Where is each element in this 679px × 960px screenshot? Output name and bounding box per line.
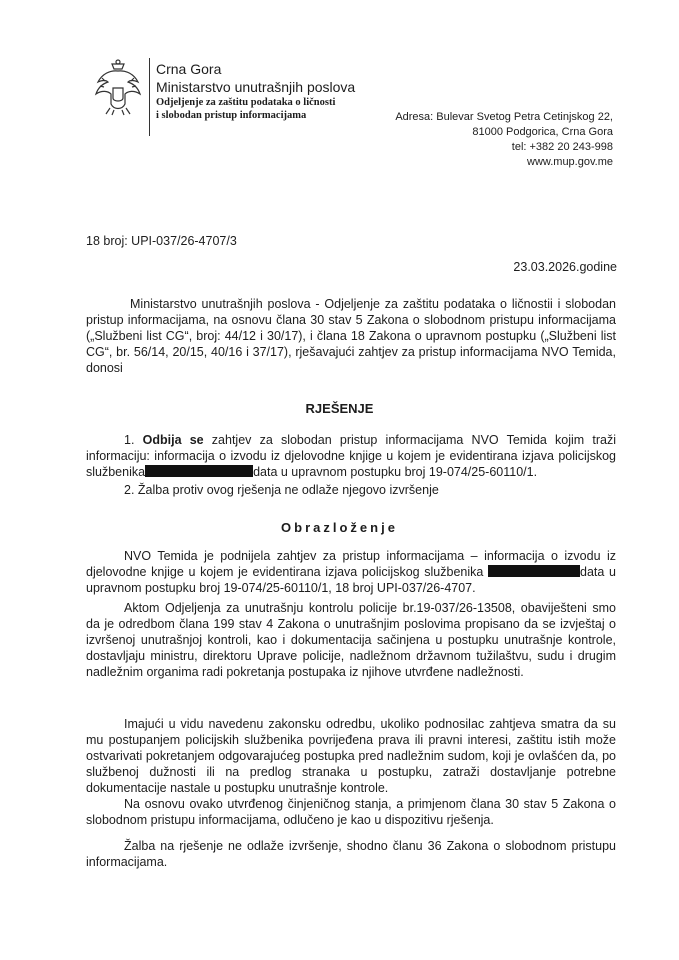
decision-item-2 [86,482,616,498]
reasoning-paragraph-1 [86,548,616,596]
decision-item-1 [86,432,616,480]
decision-title: RJEŠENJE [305,401,374,416]
item-1-text-end: data u upravnom postupku broj 19-074/25-60110/1. [253,465,538,479]
para-1-text: NVO Temida je podnijela zahtjev za pristup informacijama – informacija o izvodu iz djelovodne knjige u kojem je evidentirana izjava policijskog službenika [86,549,616,579]
document-date: 23.03.2026.godine [513,260,617,274]
address-website: www.mup.gov.me [527,156,613,168]
coat-of-arms-icon [92,58,144,116]
item-2-number: 2. [124,483,135,497]
department-name-line2: i slobodan pristup informacijama [156,110,307,121]
address-city: 81000 Podgorica, Crna Gora [472,126,613,138]
letterhead-address [395,110,613,170]
address-phone: tel: +382 20 243-998 [511,141,613,153]
reasoning-paragraph-3: Imajući u vidu navedenu zakonsku odredbu, ukoliko podnosilac zahtjeva smatra da su mu postupanjem policijskih službenika povrijeđena prava ili pravni interesi, zaštitu istih može ostvarivati pokretanjem odgovarajućeg postupka pred nadležnim sudom, koji je ovlašćen da, po službenoj dužnosti ili na predlog stranaka u postupku, zatraži dostavljanje potrebne dokumentacije nastale u postupku unutrašnje kontrole. [86,717,616,795]
reasoning-paragraph-2: Aktom Odjeljenja za unutrašnju kontrolu policije br.19-037/26-13508, obaviješteni smo da je odredbom člana 199 stav 4 Zakona o unutrašnjim poslovima propisano da se izvještaj o izvršenoj unutrašnjoj kontroli, kao i dokumentacija sačinjena u postupku unutrašnje kontrole, dostavljaju ministru, direktoru Uprave policije, nadležnom državnom tužilaštvu, sudu i drugim nadležnim organima radi pokretanja postupaka iz njihove utvrđene nadležnosti. [86,601,616,679]
reasoning-paragraph-4: Na osnovu ovako utvrđenog činjeničnog stanja, a primjenom člana 30 stav 5 Zakona o slobodnom pristupu informacijama, odlučeno je kao u dispozitivu rješenja. [86,797,616,827]
country-name: Crna Gora [156,61,222,77]
para-1-text-end: data u upravnom postupku broj 19-074/25-60110/1, 18 broj UPI-037/26-4707. [86,565,616,595]
letterhead-organization [156,60,355,122]
ministry-name: Ministarstvo unutrašnjih poslova [156,79,356,95]
item-2-text: Žalba protiv ovog rješenja ne odlaže njegovo izvršenje [137,483,439,497]
item-1-bold: Odbija se [142,433,204,447]
address-street: Adresa: Bulevar Svetog Petra Cetinjskog 22, [395,111,613,123]
redaction-bar [145,465,253,477]
item-1-number: 1. [124,433,135,447]
letterhead-divider [149,58,150,136]
item-1-text: zahtjev za slobodan pristup informacijama NVO Temida kojim traži informaciju: informacija o izvodu iz djelovodne knjige u kojem je evidentirana izjava policijskog službenika [86,433,616,479]
reference-number: 18 broj: UPI-037/26-4707/3 [86,234,237,248]
department-name-line1: Odjeljenje za zaštitu podataka o ličnosti [156,97,336,108]
reasoning-paragraph-5: Žalba na rješenje ne odlaže izvršenje, shodno članu 36 Zakona o slobodnom pristupu informacijama. [86,839,616,869]
intro-paragraph: Ministarstvo unutrašnjih poslova - Odjeljenje za zaštitu podataka o ličnostii i slobodan pristup informacijama, na osnovu člana 30 stav 5 Zakona o slobodnom pristupu informacijama („Službeni list CG“, broj: 44/12 i 30/17), i člana 18 Zakona o upravnom postupku („Službeni list CG“, br. 56/14, 20/15, 40/16 i 37/17), rješavajući zahtjev za pristup informacijama NVO Temida, donosi [86,297,616,375]
redaction-bar [488,565,580,577]
reasoning-title: Obrazloženje [281,520,398,535]
